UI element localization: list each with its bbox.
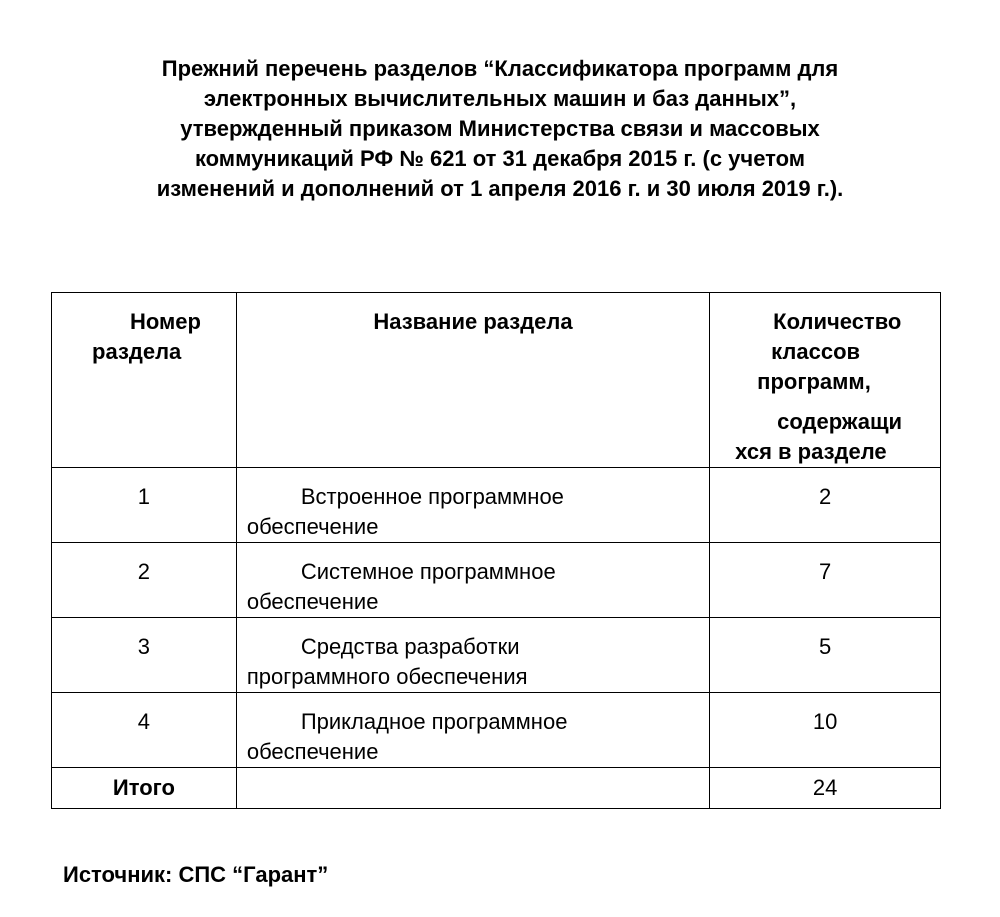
total-name-cell: [236, 768, 709, 809]
title-line: электронных вычислительных машин и баз данных”,: [203, 86, 797, 111]
header-count-line: классов: [771, 339, 861, 364]
sections-table: [51, 292, 941, 809]
section-name-cell: Встроенное программное обеспечение: [236, 468, 709, 543]
source-note: Источник: СПС “Гарант”: [63, 862, 329, 887]
table-row: [52, 468, 941, 543]
total-count-cell: 24: [710, 768, 941, 809]
section-number-cell: 1: [52, 468, 237, 543]
header-count-line: программ,: [757, 369, 871, 394]
class-count-cell: 7: [710, 543, 941, 618]
header-count-line: хся в разделе: [735, 439, 887, 464]
header-count-line: Количество: [773, 309, 902, 334]
header-number-line: раздела: [92, 339, 182, 364]
section-name-cell: Прикладное программное обеспечение: [236, 693, 709, 768]
class-count-cell: 5: [710, 618, 941, 693]
section-name-cell: Системное программное обеспечение: [236, 543, 709, 618]
class-count-cell: 2: [710, 468, 941, 543]
header-count-line: содержащи: [777, 409, 903, 434]
header-section-name: Название раздела: [236, 293, 709, 468]
table-header-row: [52, 293, 941, 468]
header-class-count: [710, 293, 941, 468]
header-number-line: Номер: [130, 309, 201, 334]
title-line: изменений и дополнений от 1 апреля 2016 г. и 30 июля 2019 г.).: [156, 176, 844, 201]
section-number-cell: 4: [52, 693, 237, 768]
total-label-cell: Итого: [52, 768, 237, 809]
title-line: коммуникаций РФ № 621 от 31 декабря 2015 г. (с учетом: [194, 146, 806, 171]
document-title: [60, 54, 940, 204]
title-line: Прежний перечень разделов “Классификатора программ для: [161, 56, 839, 81]
title-line: утвержденный приказом Министерства связи и массовых: [180, 116, 820, 141]
section-number-cell: 3: [52, 618, 237, 693]
table-total-row: [52, 768, 941, 809]
section-name-cell: Средства разработки программного обеспечения: [236, 618, 709, 693]
table-row: [52, 693, 941, 768]
table-row: [52, 618, 941, 693]
header-section-number: [52, 293, 237, 468]
class-count-cell: 10: [710, 693, 941, 768]
section-number-cell: 2: [52, 543, 237, 618]
table-row: [52, 543, 941, 618]
